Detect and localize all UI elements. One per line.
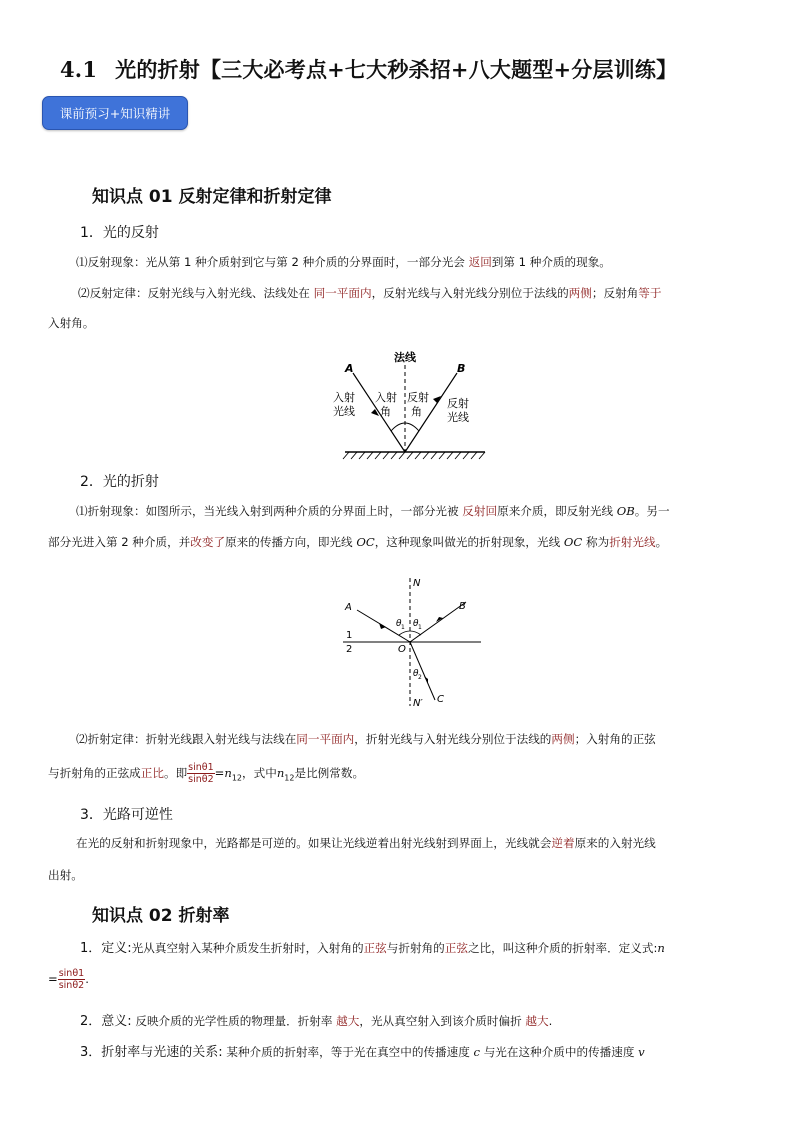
- page-title: 4.1 光的折射【三大必考点+七大秒杀招+八大题型+分层训练】: [60, 57, 678, 82]
- incident-angle-label-1: 入射: [375, 391, 397, 404]
- label-N-prime: N′: [413, 698, 423, 709]
- kp1-heading: 知识点 01 反射定律和折射定律: [92, 187, 332, 207]
- incident-ray-label-1: 入射: [333, 391, 355, 404]
- medium-1-label: 1: [346, 630, 353, 641]
- s2-paragraph-3: 与折射角的正弦成正比。即 $\frac{\sin\theta 1}{\sin\theta 2}$ $=n_{12}$，式中$n_{12}$是比例常数。: [48, 762, 365, 785]
- label-B: B: [459, 601, 466, 612]
- theta1-left-sub: 1: [401, 624, 405, 631]
- meaning-line: 2．意义: 反映介质的光学性质的物理量．折射率 越大，光从真空射入到该介质时偏折 越大.: [80, 1014, 553, 1029]
- refraction-diagram: [335, 572, 485, 712]
- s3-paragraph-2: 出射。: [48, 868, 83, 882]
- s1-paragraph-2-cont: 入射角。: [48, 316, 95, 330]
- incident-ray-label-2: 光线: [333, 405, 355, 418]
- speed-relation-line: 3．折射率与光速的关系: 某种介质的折射率，等于光在真空中的传播速度 c 与光在这种介质中的传播速度 v: [80, 1045, 645, 1060]
- point-A: A: [345, 362, 354, 375]
- theta1-right: θ: [413, 619, 419, 629]
- kp2-heading: 知识点 02 折射率: [92, 906, 230, 926]
- incident-ray: [353, 373, 405, 452]
- theta2-sub: 2: [418, 674, 422, 681]
- s3-paragraph-1: 在光的反射和折射现象中，光路都是可逆的。如果让光线逆着出射光线射到界面上，光线就会逆着原来的入射光线: [76, 836, 656, 850]
- reflection-diagram: [325, 345, 490, 463]
- sine-ratio-fraction: $\frac{\sin\theta 1}{\sin\theta 2}$: [188, 762, 214, 785]
- definition-fraction: $\frac{\sin\theta 1}{\sin\theta 2}$: [58, 968, 85, 991]
- reflect-ray-label-2: 光线: [447, 411, 469, 424]
- s2-title: 2．光的折射: [80, 474, 159, 490]
- s3-title: 3．光路可逆性: [80, 807, 173, 823]
- theta1-right-sub: 1: [418, 624, 422, 631]
- s2-paragraph-1: ⑴折射现象：如图所示，当光线入射到两种介质的分界面上时，一部分光被 反射回原来介质，即反射光线 OB。另一: [76, 504, 670, 518]
- definition-formula: = $\frac{\sin\theta 1}{\sin\theta 2}$ .: [48, 968, 89, 991]
- definition-line: 1．定义:光从真空射入某种介质发生折射时，入射角的正弦与折射角的正弦之比，叫这种介质的折射率．定义式:n: [80, 941, 665, 956]
- point-B: B: [457, 362, 466, 375]
- reflect-angle-label-1: 反射: [407, 391, 429, 404]
- incident-angle-label-2: 角: [380, 405, 391, 418]
- reflect-angle-label-2: 角: [411, 405, 422, 418]
- label-O: O: [398, 644, 406, 655]
- s2-paragraph-1-cont: 部分光进入第 2 种介质，并改变了原来的传播方向，即光线 OC，这种现象叫做光的折射现象，光线 OC 称为折射光线。: [48, 535, 668, 549]
- s1-title: 1．光的反射: [80, 225, 159, 241]
- medium-2-label: 2: [346, 644, 353, 655]
- section-tag-button[interactable]: 课前预习+知识精讲: [42, 96, 188, 130]
- label-C: C: [437, 694, 444, 705]
- normal-label: 法线: [394, 351, 416, 364]
- theta2: θ: [413, 669, 419, 679]
- s1-paragraph-2: ⑵反射定律：反射光线与入射光线、法线处在 同一平面内，反射光线与入射光线分别位于法线的两侧；反射角等于: [78, 286, 662, 300]
- label-A: A: [345, 602, 352, 613]
- theta1-left: θ: [396, 619, 402, 629]
- s2-paragraph-2: ⑵折射定律：折射光线跟入射光线与法线在同一平面内，折射光线与入射光线分别位于法线的两侧；入射角的正弦: [76, 732, 656, 746]
- label-N: N: [413, 578, 421, 589]
- reflect-ray-label-1: 反射: [447, 397, 469, 410]
- s1-paragraph-1: ⑴反射现象：光从第 1 种介质射到它与第 2 种介质的分界面时，一部分光会 返回到第 1 种介质的现象。: [76, 255, 611, 269]
